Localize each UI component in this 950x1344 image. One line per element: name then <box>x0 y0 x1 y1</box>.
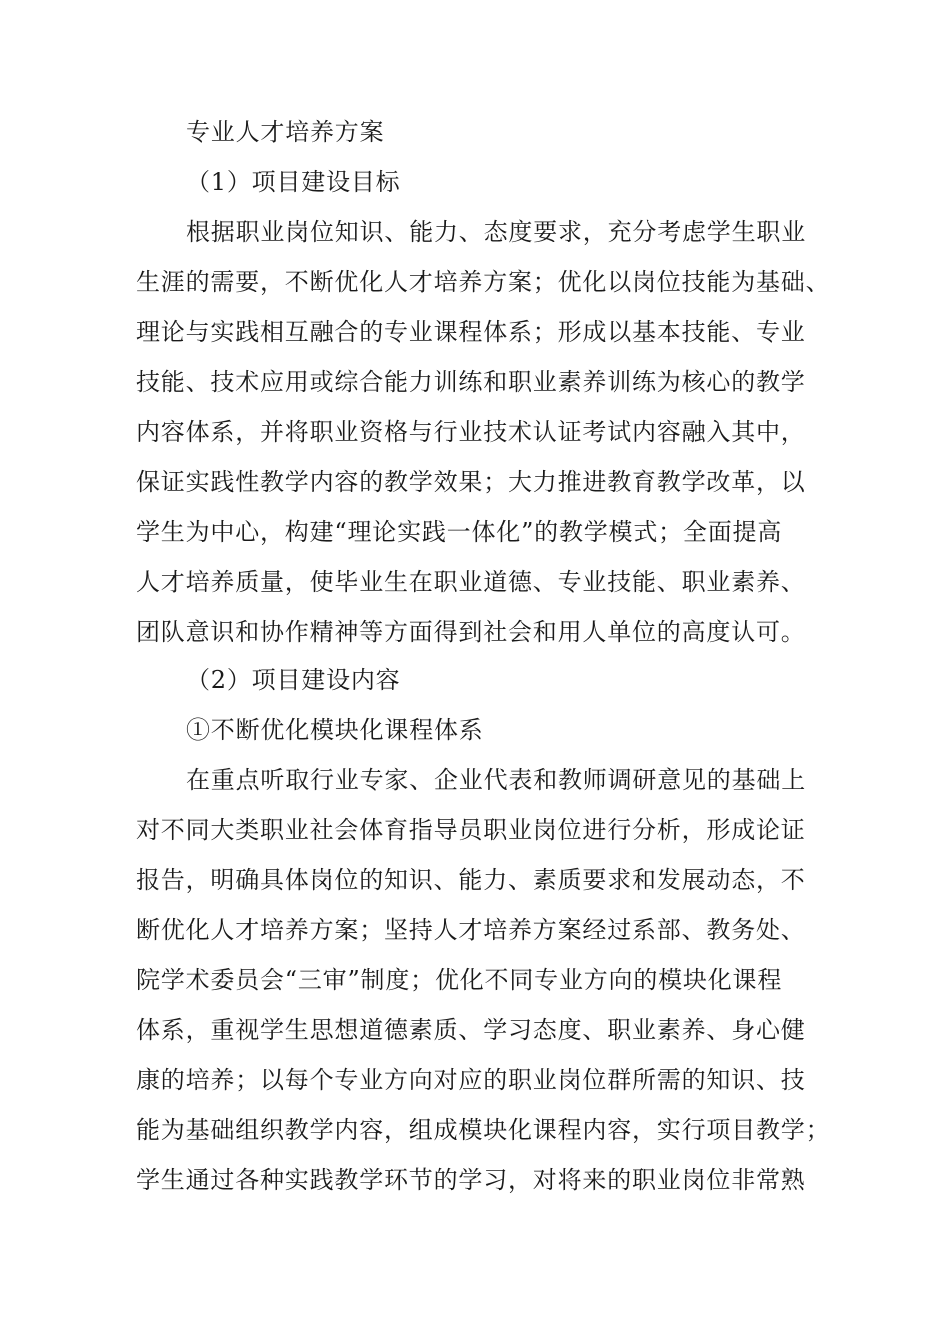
paragraph-line: 人才培养质量，使毕业生在职业道德、专业技能、职业素养、 <box>136 568 806 596</box>
paragraph-line: 生涯的需要，不断优化人才培养方案；优化以岗位技能为基础、 <box>136 268 831 296</box>
section-heading-goals: （1）项目建设目标 <box>186 168 401 196</box>
paragraph-line: 理论与实践相互融合的专业课程体系；形成以基本技能、专业 <box>136 318 806 346</box>
paragraph-line: 能为基础组织教学内容，组成模块化课程内容，实行项目教学； <box>136 1116 831 1144</box>
paragraph-line: 对不同大类职业社会体育指导员职业岗位进行分析，形成论证 <box>136 816 806 844</box>
paragraph-line: 断优化人才培养方案；坚持人才培养方案经过系部、教务处、 <box>136 916 806 944</box>
paragraph-line: 内容体系，并将职业资格与行业技术认证考试内容融入其中， <box>136 418 806 446</box>
paragraph-line: 康的培养；以每个专业方向对应的职业岗位群所需的知识、技 <box>136 1066 806 1094</box>
paragraph-line: 技能、技术应用或综合能力训练和职业素养训练为核心的教学 <box>136 368 806 396</box>
document-title: 专业人才培养方案 <box>186 118 385 146</box>
paragraph-line: 体系，重视学生思想道德素质、学习态度、职业素养、身心健 <box>136 1016 806 1044</box>
paragraph-line: 团队意识和协作精神等方面得到社会和用人单位的高度认可。 <box>136 618 806 646</box>
paragraph-line: 学生为中心，构建“理论实践一体化”的教学模式；全面提高 <box>136 518 783 546</box>
paragraph-line: 学生通过各种实践教学环节的学习，对将来的职业岗位非常熟 <box>136 1166 806 1194</box>
paragraph-line: 院学术委员会“三审”制度；优化不同专业方向的模块化课程 <box>136 966 783 994</box>
paragraph-line: 保证实践性教学内容的教学效果；大力推进教育教学改革，以 <box>136 468 806 496</box>
paragraph-line: 报告，明确具体岗位的知识、能力、素质要求和发展动态，不 <box>136 866 806 894</box>
paragraph-line: 根据职业岗位知识、能力、态度要求，充分考虑学生职业 <box>186 218 806 246</box>
section-heading-content: （2）项目建设内容 <box>186 666 401 694</box>
subsection-heading-curriculum: ①不断优化模块化课程体系 <box>186 716 484 744</box>
paragraph-line: 在重点听取行业专家、企业代表和教师调研意见的基础上 <box>186 766 806 794</box>
